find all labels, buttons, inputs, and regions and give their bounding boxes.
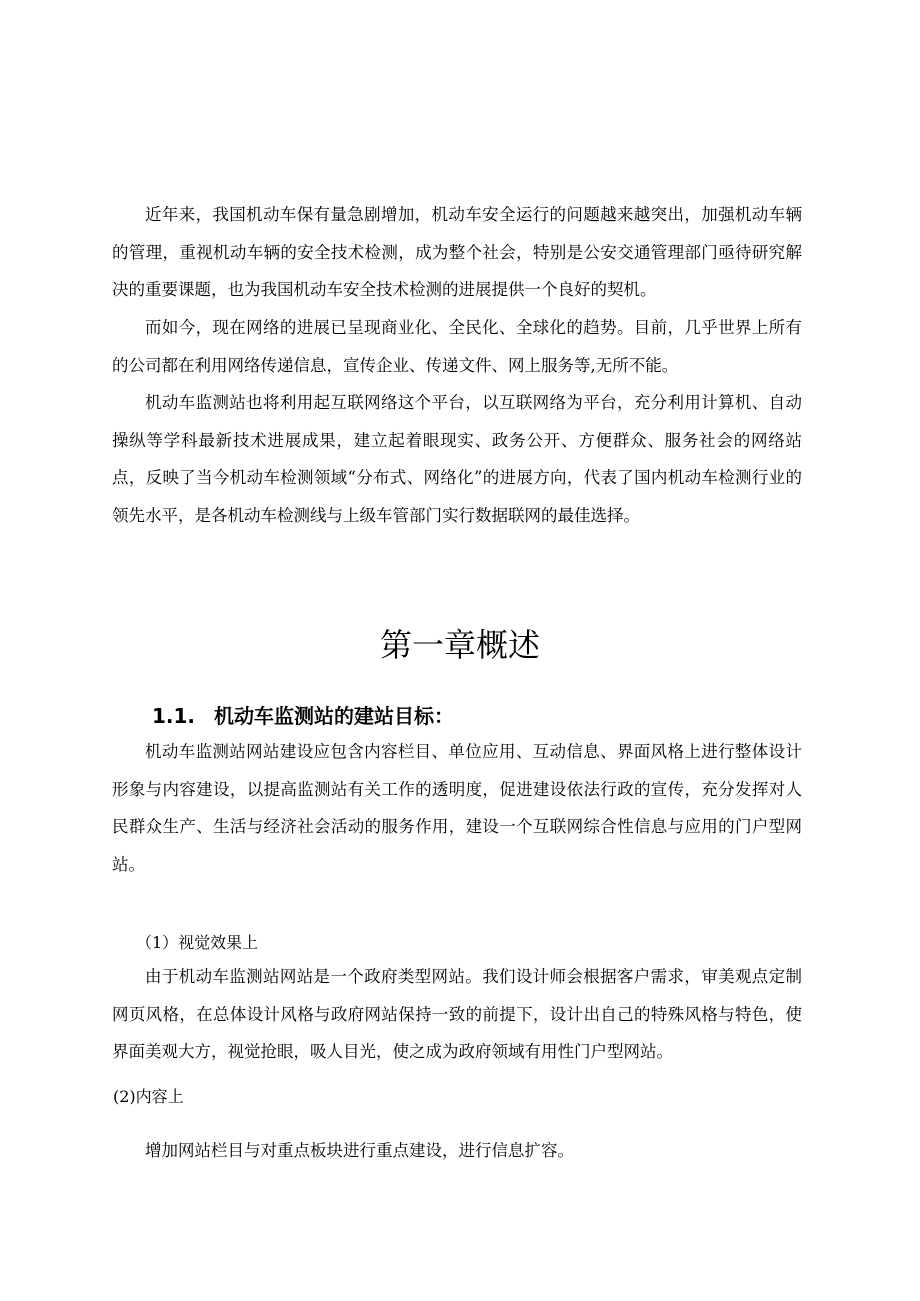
chapter-title: 第一章概述 (379, 626, 540, 664)
intro-paragraph-3: 机动车监测站也将利用起互联网络这个平台，以互联网络为平台，充分利用计算机、自动操纵等学科最新技术进展成果，建立起着眼现实、政务公开、方便群众、服务社会的网络站点，反映了当今机动车检测领域“分布式、网络化”的进展方向，代表了国内机动车检测行业的领先水平，是各机动车检测线与上级车管部门实行数据联网的最佳选择。 (112, 393, 802, 525)
intro-paragraph-2: 而如今，现在网络的进展已呈现商业化、全民化、全球化的趋势。目前，几乎世界上所有的公司都在利用网络传递信息，宣传企业、传递文件、网上服务等,无所不能。 (112, 318, 802, 375)
item2-heading: (2)内容上 (113, 1087, 184, 1106)
item2-paragraph: 增加网站栏目与对重点板块进行重点建设，进行信息扩容。 (145, 1141, 574, 1160)
section-number: 1.1. (152, 704, 196, 728)
section-heading (152, 700, 454, 729)
item1-paragraph: 由于机动车监测站网站是一个政府类型网站。我们设计师会根据客户需求，审美观点定制网页风格，在总体设计风格与政府网站保持一致的前提下，设计出自己的特殊风格与特色，使界面美观大方，视觉抢眼，吸人目光，使之成为政府领域有用性门户型网站。 (112, 967, 802, 1061)
section-paragraph: 机动车监测站网站建设应包含内容栏目、单位应用、互动信息、界面风格上进行整体设计形象与内容建设，以提高监测站有关工作的透明度，促进建设依法行政的宣传，充分发挥对人民群众生产、生活与经济社会活动的服务作用，建设一个互联网综合性信息与应用的门户型网站。 (112, 742, 802, 874)
item1-heading: （1）视觉效果上 (136, 933, 259, 952)
intro-paragraph-1: 近年来，我国机动车保有量急剧增加，机动车安全运行的问题越来越突出，加强机动车辆的管理，重视机动车辆的安全技术检测，成为整个社会，特别是公安交通管理部门亟待研究解决的重要课题，也为我国机动车安全技术检测的进展提供一个良好的契机。 (112, 205, 802, 299)
section-title: 机动车监测站的建站目标： (214, 704, 454, 728)
